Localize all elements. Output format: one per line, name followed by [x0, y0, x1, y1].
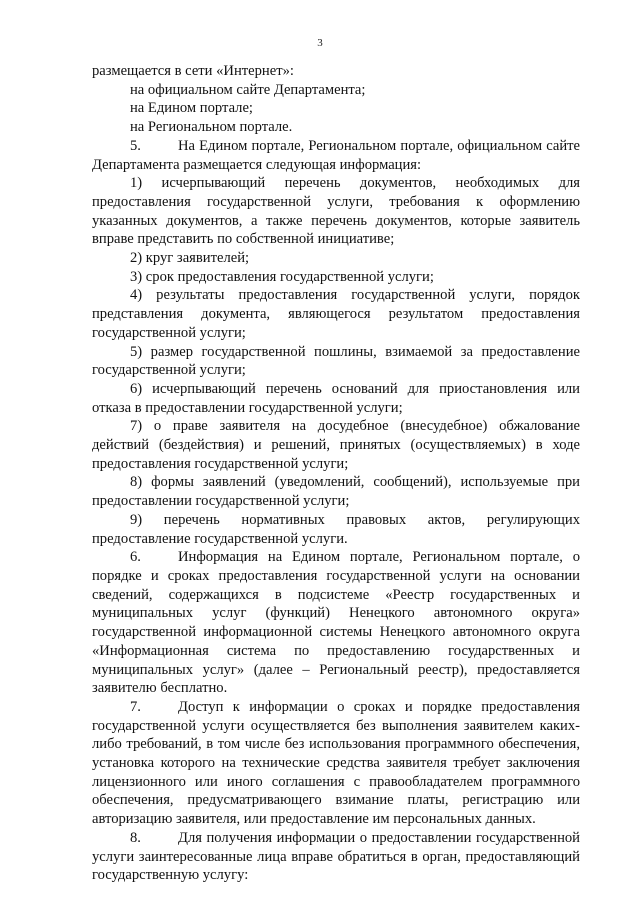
paragraph-text: 7) о праве заявителя на досудебное (внесудебное) обжалование действий (бездействия) и решений, принятых (осуществляемых) в ходе предоставления государственной услуги; — [92, 418, 580, 472]
paragraph-text: 8) формы заявлений (уведомлений, сообщений), используемые при предоставлении государственной услуги; — [92, 474, 580, 510]
paragraph-number: 8. — [130, 829, 141, 846]
paragraph — [92, 118, 580, 137]
paragraph — [92, 81, 580, 100]
paragraph — [92, 286, 580, 342]
paragraph — [92, 249, 580, 268]
paragraph — [92, 511, 580, 548]
paragraph — [92, 548, 580, 698]
paragraph — [92, 268, 580, 287]
paragraph-text: на Региональном портале. — [130, 119, 293, 136]
paragraph-text: на официальном сайте Департамента; — [130, 81, 366, 98]
paragraph — [92, 137, 580, 174]
paragraph-text: 6) исчерпывающий перечень оснований для приостановления или отказа в предоставлении государственной услуги; — [92, 380, 580, 416]
paragraph — [92, 473, 580, 510]
paragraph-number: 5. — [130, 137, 141, 154]
paragraph — [92, 417, 580, 473]
paragraph — [92, 380, 580, 417]
paragraph — [92, 174, 580, 249]
paragraph-text: 2) круг заявителей; — [130, 250, 250, 267]
paragraph-text: Для получения информации о предоставлении государственной услуги заинтересованные лица вправе обратиться в орган, предоставляющий государственную услугу: — [92, 829, 580, 884]
paragraph — [92, 99, 580, 118]
paragraph — [92, 62, 580, 81]
paragraph-text: на Едином портале; — [130, 100, 253, 117]
paragraph-number: 6. — [130, 549, 141, 566]
page-number: 3 — [317, 37, 323, 49]
paragraph-text: 3) срок предоставления государственной услуги; — [130, 268, 434, 285]
paragraph — [92, 829, 580, 885]
paragraph-text: 4) результаты предоставления государственной услуги, порядок представления документа, являющегося результатом предоставления государственной услуги; — [92, 287, 580, 341]
paragraph-number: 7. — [130, 698, 141, 715]
paragraph-text: Доступ к информации о сроках и порядке предоставления государственной услуги осуществляется без выполнения заявителем каких-либо требований, в том числе без использования программного обеспечения, установка которого на технические средства заявителя требует заключения лицензионного или иного соглашения с правообладателем программного обеспечения, предусматривающего взимание платы, регистрацию или авторизацию заявителя, или предоставление им персональных данных. — [92, 698, 580, 828]
paragraph — [92, 698, 580, 829]
paragraph-text: 9) перечень нормативных правовых актов, регулирующих предоставление государственной услуги. — [92, 511, 580, 547]
document-body — [92, 62, 580, 885]
paragraph-text: Информация на Едином портале, Региональном портале, о порядке и сроках предоставления государственной услуги на основании сведений, содержащихся в подсистеме «Реестр государственных и муниципальных услуг (функций) Ненецкого автономного округа» государственной информационной системы Ненецкого автономного округа «Информационная система по предоставлению государственных и муниципальных услуг» (далее – Региональный реестр), предоставляется заявителю бесплатно. — [92, 549, 580, 697]
paragraph-text: На Едином портале, Региональном портале, официальном сайте Департамента размещается следующая информация: — [92, 137, 580, 173]
paragraph-text: 5) размер государственной пошлины, взимаемой за предоставление государственной услуги; — [92, 343, 580, 379]
paragraph-text: 1) исчерпывающий перечень документов, необходимых для предоставления государственной услуги, требования к оформлению указанных документов, а также перечень документов, которые заявитель вправе представить по собственной инициативе; — [92, 175, 580, 248]
paragraph — [92, 343, 580, 380]
paragraph-text: размещается в сети «Интернет»: — [92, 63, 294, 79]
